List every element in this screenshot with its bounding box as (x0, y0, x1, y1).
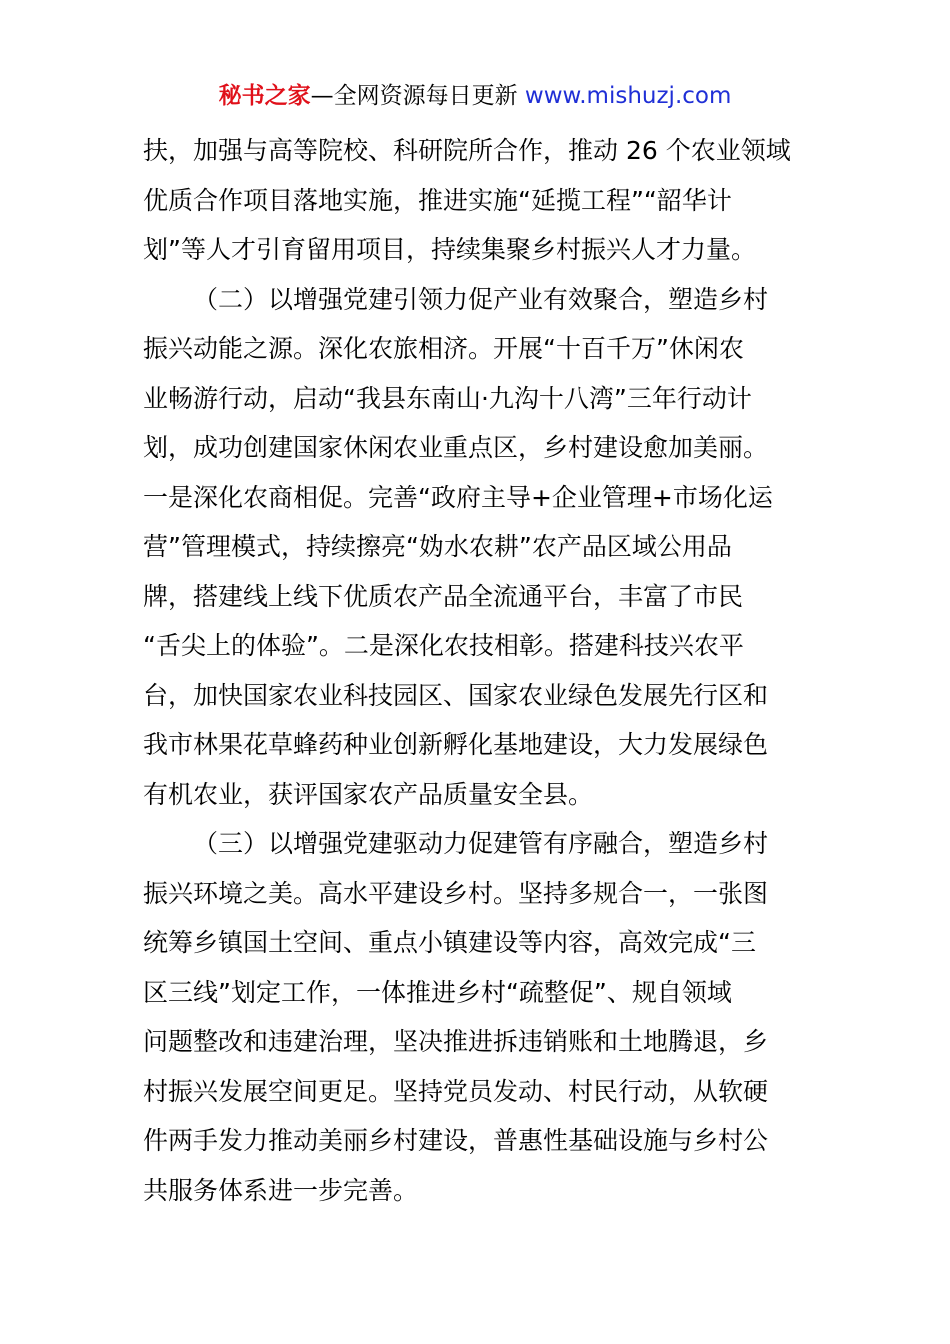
paragraph-1 (143, 126, 807, 275)
text-line: “舌尖上的体验”。二是深化农技相彰。搭建科技兴农平 (143, 631, 744, 660)
text-line: 区三线”划定工作，一体推进乡村“疏整促”、规自领域 (143, 977, 732, 1007)
text-line: 优质合作项目落地实施，推进实施“延揽工程”“韶华计 (143, 185, 732, 215)
document-body (143, 126, 807, 1215)
text-line: （二）以增强党建引领力促产业有效聚合，塑造乡村 (193, 284, 769, 314)
text-line: 营”管理模式，持续擦亮“妫水农耕”农产品区域公用品 (143, 532, 732, 561)
text-line: 扶，加强与高等院校、科研院所合作，推动 26 个农业领域 (143, 136, 791, 165)
text-line: 牌，搭建线上线下优质农产品全流通平台，丰富了市民 (143, 581, 744, 611)
text-line: 振兴动能之源。深化农旅相济。开展“十百千万”休闲农 (143, 334, 744, 363)
text-line: 一是深化农商相促。完善“政府主导+企业管理+市场化运 (143, 482, 773, 512)
text-line: （三）以增强党建驱动力促建管有序融合，塑造乡村 (193, 829, 769, 858)
text-line: 统筹乡镇国土空间、重点小镇建设等内容，高效完成“三 (143, 928, 756, 957)
text-line: 振兴环境之美。高水平建设乡村。坚持多规合一，一张图 (143, 878, 769, 908)
text-line: 件两手发力推动美丽乡村建设，普惠性基础设施与乡村公 (143, 1126, 769, 1155)
text-line: 共服务体系进一步完善。 (143, 1175, 419, 1205)
text-line: 划，成功创建国家休闲农业重点区，乡村建设愈加美丽。 (143, 433, 769, 462)
site-url-link[interactable]: www.mishuzj.com (524, 83, 732, 109)
text-line: 划”等人才引育留用项目，持续集聚乡村振兴人才力量。 (143, 235, 756, 264)
text-line: 业畅游行动，启动“我县东南山·九沟十八湾”三年行动计 (143, 383, 752, 413)
text-line: 村振兴发展空间更足。坚持党员发动、村民行动，从软硬 (143, 1076, 769, 1106)
text-line: 我市林果花草蜂药种业创新孵化基地建设，大力发展绿色 (143, 730, 769, 759)
site-header (0, 80, 950, 112)
text-line: 台，加快国家农业科技园区、国家农业绿色发展先行区和 (143, 680, 769, 710)
text-line: 有机农业，获评国家农产品质量安全县。 (143, 779, 594, 809)
paragraph-3 (143, 819, 807, 1215)
text-line: 问题整改和违建治理，坚决推进拆违销账和土地腾退，乡 (143, 1027, 769, 1056)
site-brand: 秘书之家 (218, 83, 311, 109)
site-tagline: —全网资源每日更新 (310, 83, 525, 109)
paragraph-2 (143, 275, 807, 820)
